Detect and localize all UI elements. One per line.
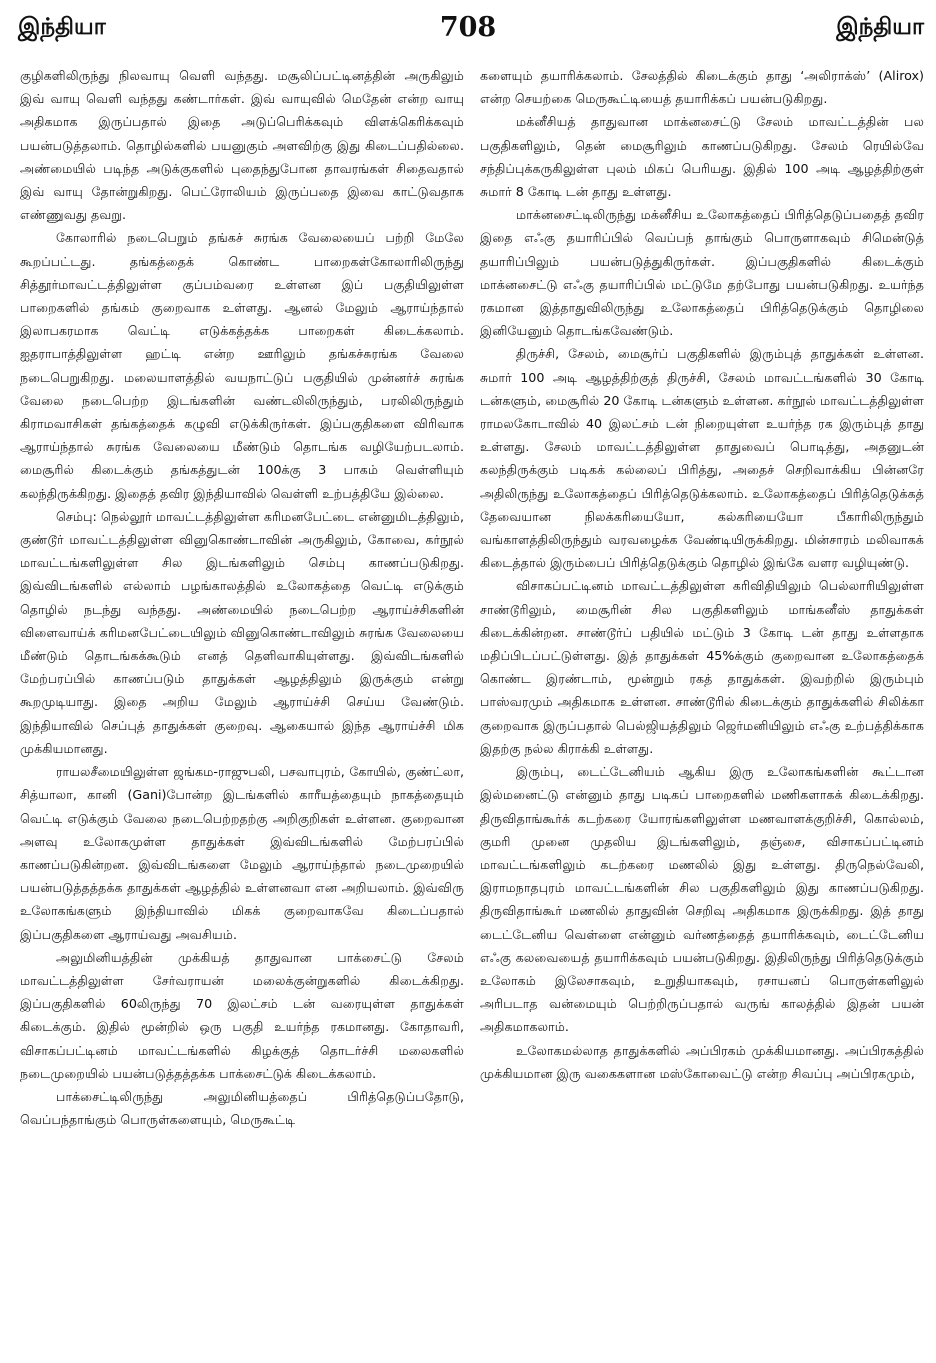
right-column [480,64,924,1356]
paragraph: அலுமினியத்தின் முக்கியத் தாதுவான பாக்சைட்டு சேலம் மாவட்டத்திலுள்ள சேர்வராயன் மலைக்குன்றுகளில் கிடைக்கிறது. இப்பகுதிகளில் 60லிருந்து 70 இலட்சம் டன் வரையுள்ள தாதுக்கள் கிடைக்கும். இதில் மூன்றில் ஒரு பகுதி உயர்ந்த ரகமானது. கோதாவரி, விசாகப்பட்டினம் மாவட்டங்களில் கிழக்குத் தொடர்ச்சி மலைகளில் நடைமுறையில் பயன்படுத்தத்தக்க பாக்சைட்டுக் கிடைக்கலாம். [20,949,464,1081]
paragraph: பாக்சைட்டிலிருந்து அலுமினியத்தைப் பிரித்தெடுப்பதோடு, வெப்பந்தாங்கும் பொருள்களையும், மெருகூட்டி [20,1088,464,1128]
running-title-right: இந்தியா [836,14,924,40]
paragraph: குழிகளிலிருந்து நிலவாயு வெளி வந்தது. மசூலிப்பட்டினத்தின் அருகிலும் இவ் வாயு வெளி வந்தது கண்டார்கள். இவ் வாயுவில் மெதேன் என்ற வாயு அதிகமாக இருப்பதால் இதை அடுப்பெரிக்கவும் விளக்கெரிக்கவும் பயன்படுத்தலாம். தொழில்களில் பயனுகும் அளவிற்கு இது கிடைப்பதில்லை. அண்மையில் படிந்த அடுக்குகளில் புதைந்துபோன தாவரங்கள் சிதைவதால் இவ் வாயு தோன்றுகிறது. பெட்ரோலியம் இருப்பதை இவை காட்டுவதாக எண்ணுவது தவறு. [20,68,464,223]
paragraph: களையும் தயாரிக்கலாம். சேலத்தில் கிடைக்கும் தாது ‘அலிராக்ஸ்’ (Alirox) என்ற செயற்கை மெருகூட்டியைத் தயாரிக்கப் பயன்படுகிறது. [480,68,924,107]
paragraph: மாக்னசைட்டிலிருந்து மக்னீசிய உலோகத்தைப் பிரித்தெடுப்பதைத் தவிர இதை எஃகு தயாரிப்பில் வெப்பந் தாங்கும் பொருளாகவும் சிமென்டுத் தயாரிப்பிலும் பயன்படுத்துகிருர்கள். இப்பகுதிகளில் கிடைக்கும் மாக்னசைட்டு எஃகு தயாரிப்பில் மட்டுமே தற்போது பயன்படுகிறது. உயர்ந்த ரகமான இத்தாதுவிலிருந்து உலோகத்தைப் பிரித்தெடுக்கும் தொழிலை இனியேனும் தொடங்கவேண்டும். [480,207,924,339]
paragraph: கோலாரில் நடைபெறும் தங்கச் சுரங்க வேலையைப் பற்றி மேலே கூறப்பட்டது. தங்கத்தைக் கொண்ட பாறைகள்கோலாரிலிருந்து சித்தூர்மாவட்டத்திலுள்ள குப்பம்வரை உள்ளன இப் பகுதியிலுள்ள பாறைகளில் தங்கம் குறைவாக உள்ளது. ஆனல் மேலும் ஆராய்ந்தால் இலாபகரமாக வெட்டி எடுக்கத்தக்க பாறைகள் கிடைக்கலாம். ஐதராபாத்திலுள்ள ஹட்டி என்ற ஊரிலும் தங்கச்சுரங்க வேலை நடைபெறுகிறது. மலையாளத்தில் வயநாட்டுப் பகுதியில் முன்னர்ச் சுரங்க வேலை நடைபெற்ற இடங்களின் வண்டலிலிருந்தும், பரலிலிருந்தும் கிராமவாசிகள் தங்கத்தைக் கழுவி எடுக்கிருர்கள். இப்பகுதிகளை விரிவாக ஆராய்ந்தால் சுரங்க வேலையை மீண்டும் தொடங்க வழியேற்படலாம். மைசூரில் கிடைக்கும் தங்கத்துடன் 100க்கு 3 பாகம் வெள்ளியும் கலந்திருக்கிறது. இதைத் தவிர இந்தியாவில் வெள்ளி உற்பத்தியே இல்லை. [20,230,464,501]
paragraph: உலோகமல்லாத தாதுக்களில் அப்பிரகம் முக்கியமானது. அப்பிரகத்தில் முக்கியமான இரு வகைகளான மஸ்கோவைட்டு என்ற சிவப்பு அப்பிரகமும், [480,1042,924,1081]
running-title-left: இந்தியா [18,14,106,40]
page-number: 708 [439,12,497,43]
paragraph: இரும்பு, டைட்டேனியம் ஆகிய இரு உலோகங்களின் கூட்டான இல்மனைட்டு என்னும் தாது படிகப் பாறைகளில் மணிகளாகக் கிடைக்கிறது. திருவிதாங்கூர்க் கடற்கரை யோரங்களிலுள்ள மணவாளக்குறிச்சி, கொல்லம், குமரி முனை முதலிய இடங்களிலும், தஞ்சை, விசாகப்பட்டினம் மாவட்டங்களிலும் கடற்கரை மணலில் இது உள்ளது. திருநெல்வேலி, இராமநாதபுரம் மாவட்டங்களின் சில பகுதிகளிலும் இது காணப்படுகிறது. திருவிதாங்கூர் மணலில் தாதுவின் செறிவு அதிகமாக இருக்கிறது. இத் தாது டைட்டேனிய வெள்ளை என்னும் வர்ணத்தைத் தயாரிக்கவும், டைட்டேனிய எஃகு கலவையைத் தயாரிக்கவும் பயன்படுகிறது. இதிலிருந்து பிரித்தெடுக்கும் உலோகம் இலேசாகவும், உறுதியாகவும், ரசாயனப் பொருள்களிலுல் அரிபடாத வன்மையும் பெற்றிருப்பதால் வருங் காலத்தில் இதன் பயன் அதிகமாகலாம். [480,764,924,1035]
paragraph: செம்பு: நெல்லூர் மாவட்டத்திலுள்ள கரிமனபேட்டை என்னுமிடத்திலும், குண்டூர் மாவட்டத்திலுள்ள வினுகொண்டாவின் அருகிலும், கோவை, கர்நூல் மாவட்டங்களிலுள்ள சில இடங்களிலும் செம்பு காணப்படுகிறது. இவ்விடங்களில் எல்லாம் பழங்காலத்தில் உலோகத்தை வெட்டி எடுக்கும் தொழில் நடந்து வந்தது. அண்மையில் நடைபெற்ற ஆராய்ச்சிகளின் விளைவாய்க் கரிமனபேட்டையிலும் வினுகொண்டாவிலும் சுரங்க வேலையை மீண்டும் தொடங்கக்கூடும் எனத் தெளிவாகியுள்ளது. இவ்விடங்களில் மேற்பரப்பில் காணப்படும் தாதுக்கள் ஆழத்திலும் இருக்கும் என்று கூறமுடியாது. இதை அறிய மேலும் ஆராய்ச்சி செய்ய வேண்டும். இந்தியாவில் செப்புத் தாதுக்கள் குறைவு. ஆகையால் இந்த ஆராய்ச்சி மிக முக்கியமானது. [20,508,464,756]
paragraph: விசாகப்பட்டினம் மாவட்டத்திலுள்ள கரிவிதியிலும் பெல்லாரியிலுள்ள சாண்டூரிலும், மைசூரின் சில பகுதிகளிலும் மாங்கனீஸ் தாதுக்கள் கிடைக்கின்றன. சாண்டூர்ப் பதியில் மட்டும் 3 கோடி டன் தாது உள்ளதாக மதிப்பிடப்பட்டுள்ளது. இத் தாதுக்கள் 45%க்கும் குறைவான உலோகத்தைக் கொண்ட இரண்டாம், மூன்றும் ரகத் தாதுக்கள். இவற்றில் இரும்பும் பாஸ்வரமும் அதிகமாக உள்ளன. சாண்டூரில் கிடைக்கும் தாதுக்களில் சிலிக்கா குறைவாக இருப்பதால் பெல்ஜியத்திலும் ஜெர்மனியிலும் எஃகு உற்பத்திக்காக இதற்கு நல்ல கிராக்கி உள்ளது. [480,578,924,756]
paragraph: மக்னீசியத் தாதுவான மாக்னசைட்டு சேலம் மாவட்டத்தின் பல பகுதிகளிலும், தென் மைசூரிலும் காணப்படுகிறது. சேலம் ரெயில்வே சந்திப்புக்கருகிலுள்ள புலம் மிகப் பெரியது. இதில் 100 அடி ஆழத்திற்குள் சுமார் 8 கோடி டன் தாது உள்ளது. [480,114,924,200]
paragraph: ராயலசீமையிலுள்ள ஜங்கம-ராஜுபலி, பசவாபுரம், கோயில், குண்ட்லா, சித்யாலா, கானி (Gani)போன்ற இடங்களில் காரீயத்தையும் நாகத்தையும் வெட்டி எடுக்கும் வேலை நடைபெற்றதற்கு அறிகுறிகள் உள்ளன. குறைவான அளவு உலோகமுள்ள தாதுக்கள் இவ்விடங்களில் மேற்பரப்பில் காணப்படுகின்றன. இவ்விடங்களை மேலும் ஆராய்ந்தால் நடைமுறையில் பயன்படுத்தத்தக்க தாதுக்கள் ஆழத்தில் உள்ளனவா என அறியலாம். இவ்விரு உலோகங்களும் இந்தியாவில் மிகக் குறைவாகவே கிடைப்பதால் இப்பகுதிகளை ஆராய்வது அவசியம். [20,764,464,942]
left-column [20,64,464,1356]
page-header [0,0,936,58]
paragraph: திருச்சி, சேலம், மைசூர்ப் பகுதிகளில் இரும்புத் தாதுக்கள் உள்ளன. சுமார் 100 அடி ஆழத்திற்குத் திருச்சி, சேலம் மாவட்டங்களில் 30 கோடி டன்களும், மைசூரில் 20 கோடி டன்களும் உள்ளன. கர்நூல் மாவட்டத்திலுள்ள ராமலகோடாவில் 40 இலட்சம் டன் நிறையுள்ள உயர்ந்த ரக இரும்புத் தாது உள்ளது. சேலம் மாவட்டத்திலுள்ள தாதுவைப் பொடித்து, அதனுடன் கலந்திருக்கும் படிகக் கல்லைப் பிரித்து, அதைச் செறிவாக்கிய பின்னரே அதிலிருந்து உலோகத்தைப் பிரித்தெடுக்கலாம். உலோகத்தைப் பிரித்தெடுக்கத் தேவையான நிலக்கரியையோ, கல்கரியையோ பீகாரிலிருந்தும் வங்காளத்திலிருந்தும் வரவழைக்க வேண்டியிருக்கிறது. மின்சாரம் மலிவாகக் கிடைத்தால் இரும்பைப் பிரித்தெடுக்கும் தொழில் இங்கே வளர வழியுண்டு. [480,346,924,571]
